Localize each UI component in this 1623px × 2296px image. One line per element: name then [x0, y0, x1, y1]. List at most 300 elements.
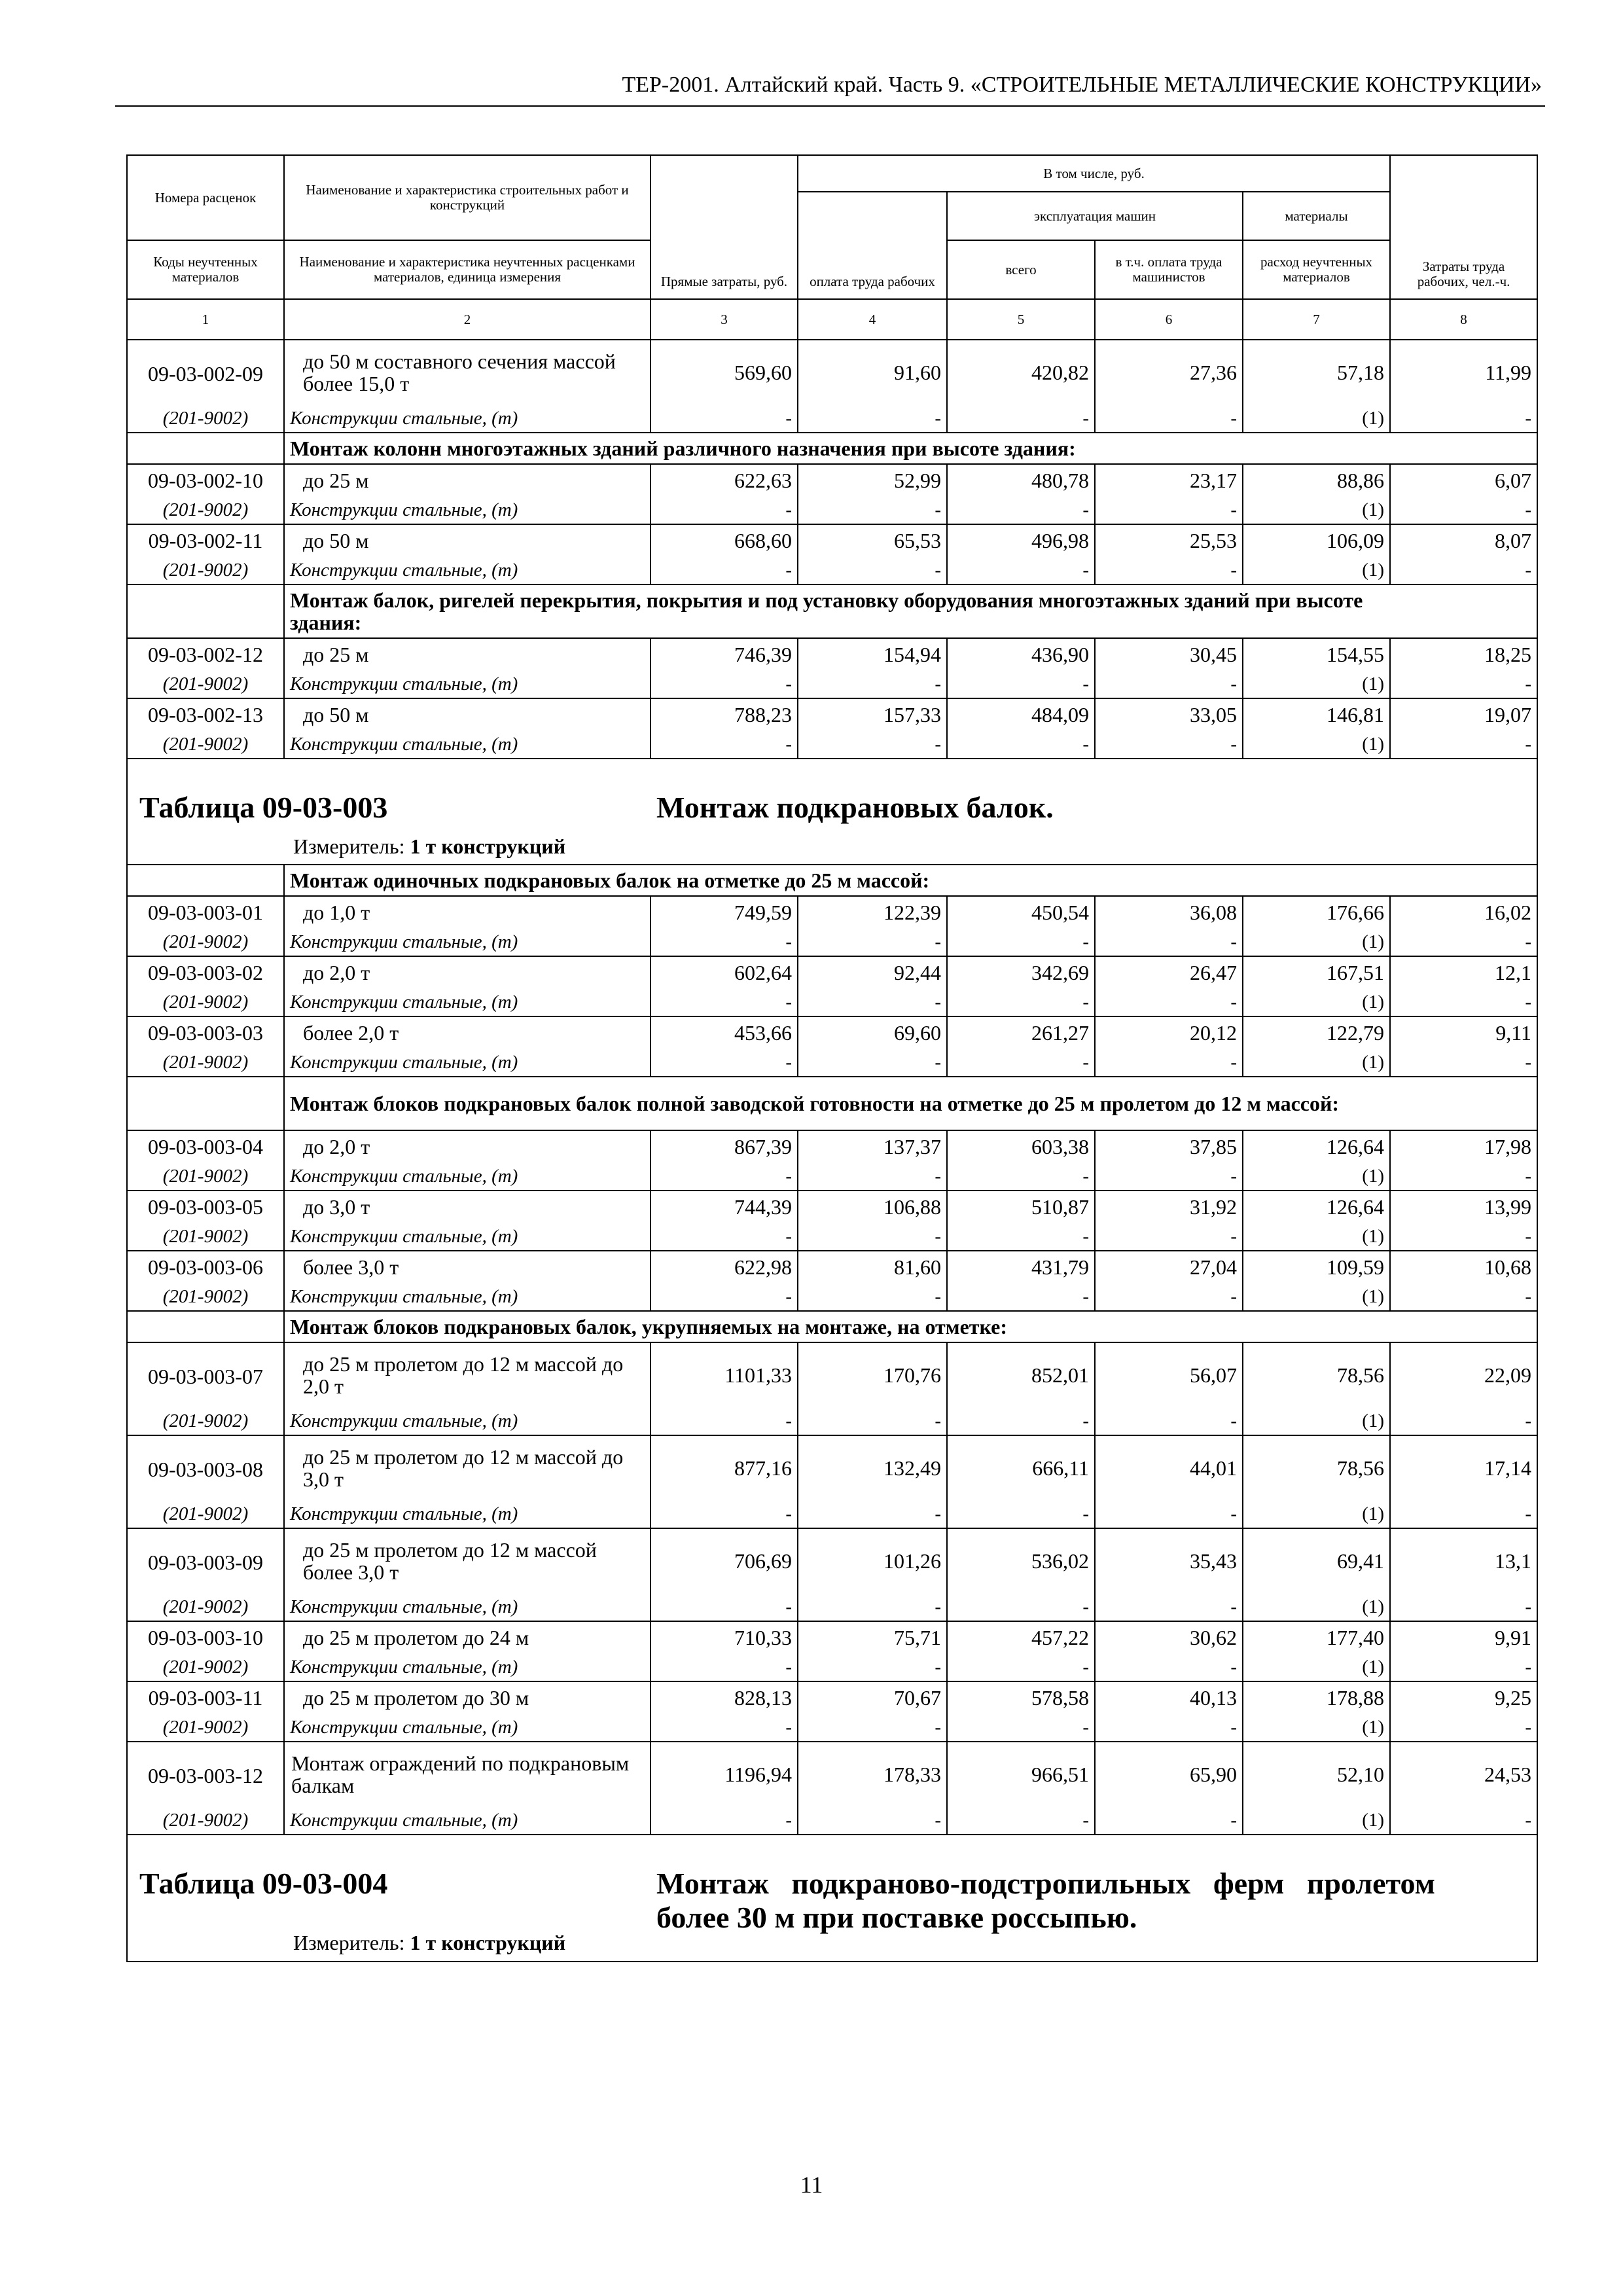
dash: - [947, 1593, 1095, 1621]
materials-cost: 126,64 [1243, 1191, 1390, 1223]
section-row [127, 1311, 1537, 1342]
labor-pay: 92,44 [798, 956, 947, 988]
head-incl: В том числе, руб. [798, 155, 1390, 192]
machines-total: 450,54 [947, 896, 1095, 928]
material-name: Конструкции стальные, (т) [284, 1407, 651, 1435]
labor-cost: 8,07 [1390, 524, 1537, 556]
running-header: ТЕР-2001. Алтайский край. Часть 9. «СТРОИТЕЛЬНЫЕ МЕТАЛЛИЧЕСКИЕ КОНСТРУКЦИИ» [622, 73, 1542, 97]
material-name: Конструкции стальные, (т) [284, 1653, 651, 1681]
labor-cost: 17,14 [1390, 1435, 1537, 1500]
dash: - [1390, 404, 1537, 433]
machines-total: 480,78 [947, 464, 1095, 496]
price-row [127, 638, 1537, 670]
dash: - [947, 1283, 1095, 1311]
material-code: (201-9002) [127, 988, 284, 1016]
machines-total: 261,27 [947, 1016, 1095, 1049]
material-name: Конструкции стальные, (т) [284, 1500, 651, 1528]
table-number: Таблица 09-03-004 [139, 1867, 388, 1900]
dash: - [651, 1713, 798, 1742]
price-row [127, 464, 1537, 496]
dash: - [1095, 1283, 1243, 1311]
machinist-pay: 25,53 [1095, 524, 1243, 556]
materials-cost: 126,64 [1243, 1130, 1390, 1162]
work-name: до 25 м пролетом до 12 м массой до 3,0 т [284, 1435, 651, 1500]
material-code: (201-9002) [127, 928, 284, 956]
dash: - [947, 928, 1095, 956]
material-qty: (1) [1243, 1407, 1390, 1435]
material-code: (201-9002) [127, 1653, 284, 1681]
direct-costs: 622,63 [651, 464, 798, 496]
dash: - [947, 1713, 1095, 1742]
head-material-codes: Коды неучтенных материалов [127, 240, 284, 299]
dash: - [651, 1162, 798, 1191]
work-name: Монтаж ограждений по подкрановым балкам [284, 1742, 651, 1806]
machines-total: 484,09 [947, 698, 1095, 730]
dash: - [798, 1593, 947, 1621]
dash: - [651, 730, 798, 759]
dash: - [651, 670, 798, 698]
dash: - [1095, 1162, 1243, 1191]
machines-total: 603,38 [947, 1130, 1095, 1162]
unit-value: 1 т конструкций [410, 834, 566, 858]
dash: - [1095, 1653, 1243, 1681]
price-code: 09-03-003-08 [127, 1435, 284, 1500]
dash: - [651, 404, 798, 433]
labor-pay: 170,76 [798, 1342, 947, 1407]
price-row [127, 1742, 1537, 1806]
machines-total: 496,98 [947, 524, 1095, 556]
labor-pay: 69,60 [798, 1016, 947, 1049]
machinist-pay: 30,45 [1095, 638, 1243, 670]
material-qty: (1) [1243, 1223, 1390, 1251]
direct-costs: 706,69 [651, 1528, 798, 1593]
dash: - [1390, 670, 1537, 698]
col-number: 3 [651, 299, 798, 340]
dash: - [947, 1653, 1095, 1681]
material-row [127, 1407, 1537, 1435]
dash: - [798, 988, 947, 1016]
machines-total: 966,51 [947, 1742, 1095, 1806]
dash: - [798, 1223, 947, 1251]
dash: - [1095, 1593, 1243, 1621]
dash: - [651, 1283, 798, 1311]
table-heading-cell [127, 759, 1537, 865]
machines-total: 666,11 [947, 1435, 1095, 1500]
head-labor-cost: Затраты труда рабочих, чел.-ч. [1390, 155, 1537, 299]
direct-costs: 1101,33 [651, 1342, 798, 1407]
material-qty: (1) [1243, 988, 1390, 1016]
direct-costs: 668,60 [651, 524, 798, 556]
dash: - [1390, 1806, 1537, 1835]
dash: - [1390, 1593, 1537, 1621]
machinist-pay: 23,17 [1095, 464, 1243, 496]
material-row [127, 730, 1537, 759]
machinist-pay: 36,08 [1095, 896, 1243, 928]
material-row [127, 1713, 1537, 1742]
machinist-pay: 26,47 [1095, 956, 1243, 988]
col-number: 5 [947, 299, 1095, 340]
dash: - [651, 1407, 798, 1435]
machinist-pay: 33,05 [1095, 698, 1243, 730]
material-code: (201-9002) [127, 1500, 284, 1528]
machinist-pay: 31,92 [1095, 1191, 1243, 1223]
price-row [127, 896, 1537, 928]
labor-cost: 9,25 [1390, 1681, 1537, 1713]
section-title: Монтаж балок, ригелей перекрытия, покрытия и под установку оборудования многоэтажных зданий при высоте здания: [284, 584, 1537, 638]
direct-costs: 867,39 [651, 1130, 798, 1162]
section-blank [127, 433, 284, 464]
labor-pay: 154,94 [798, 638, 947, 670]
dash: - [798, 556, 947, 584]
dash: - [798, 730, 947, 759]
dash: - [1095, 1713, 1243, 1742]
table-heading-row [127, 1835, 1537, 1962]
section-blank [127, 865, 284, 896]
materials-cost: 78,56 [1243, 1435, 1390, 1500]
work-name: до 25 м пролетом до 30 м [284, 1681, 651, 1713]
machinist-pay: 40,13 [1095, 1681, 1243, 1713]
work-name: до 2,0 т [284, 956, 651, 988]
material-row [127, 928, 1537, 956]
price-row [127, 1342, 1537, 1407]
direct-costs: 746,39 [651, 638, 798, 670]
direct-costs: 569,60 [651, 340, 798, 404]
material-code: (201-9002) [127, 1593, 284, 1621]
labor-pay: 91,60 [798, 340, 947, 404]
material-name: Конструкции стальные, (т) [284, 556, 651, 584]
dash: - [1390, 1162, 1537, 1191]
dash: - [1390, 496, 1537, 524]
dash: - [1390, 928, 1537, 956]
table-unit [293, 1930, 565, 1955]
dash: - [1095, 670, 1243, 698]
material-code: (201-9002) [127, 1223, 284, 1251]
material-name: Конструкции стальные, (т) [284, 670, 651, 698]
material-name: Конструкции стальные, (т) [284, 730, 651, 759]
price-code: 09-03-003-05 [127, 1191, 284, 1223]
dash: - [1095, 928, 1243, 956]
materials-cost: 177,40 [1243, 1621, 1390, 1653]
material-name: Конструкции стальные, (т) [284, 496, 651, 524]
dash: - [1390, 1283, 1537, 1311]
labor-pay: 178,33 [798, 1742, 947, 1806]
machines-total: 436,90 [947, 638, 1095, 670]
direct-costs: 453,66 [651, 1016, 798, 1049]
labor-cost: 24,53 [1390, 1742, 1537, 1806]
dash: - [651, 1593, 798, 1621]
dash: - [947, 1500, 1095, 1528]
section-title: Монтаж колонн многоэтажных зданий различного назначения при высоте здания: [284, 433, 1537, 464]
labor-pay: 122,39 [798, 896, 947, 928]
machinist-pay: 27,36 [1095, 340, 1243, 404]
work-name: до 25 м пролетом до 12 м массой до 2,0 т [284, 1342, 651, 1407]
price-code: 09-03-003-04 [127, 1130, 284, 1162]
work-name: до 25 м пролетом до 12 м массой более 3,0 т [284, 1528, 651, 1593]
dash: - [651, 1806, 798, 1835]
dash: - [1390, 1223, 1537, 1251]
materials-cost: 52,10 [1243, 1742, 1390, 1806]
dash: - [1095, 404, 1243, 433]
price-row [127, 1528, 1537, 1593]
materials-cost: 57,18 [1243, 340, 1390, 404]
material-code: (201-9002) [127, 1806, 284, 1835]
material-code: (201-9002) [127, 496, 284, 524]
dash: - [798, 1500, 947, 1528]
column-numbers-row [127, 299, 1537, 340]
dash: - [798, 1049, 947, 1077]
dash: - [798, 496, 947, 524]
price-code: 09-03-002-11 [127, 524, 284, 556]
direct-costs: 744,39 [651, 1191, 798, 1223]
dash: - [798, 1713, 947, 1742]
material-code: (201-9002) [127, 404, 284, 433]
section-row [127, 865, 1537, 896]
head-price-numbers: Номера расценок [127, 155, 284, 240]
price-code: 09-03-003-06 [127, 1251, 284, 1283]
table-heading-cell [127, 1835, 1537, 1962]
work-name: до 25 м пролетом до 24 м [284, 1621, 651, 1653]
col-number: 7 [1243, 299, 1390, 340]
machinist-pay: 20,12 [1095, 1016, 1243, 1049]
material-qty: (1) [1243, 1283, 1390, 1311]
machinist-pay: 56,07 [1095, 1342, 1243, 1407]
material-qty: (1) [1243, 496, 1390, 524]
dash: - [798, 1162, 947, 1191]
materials-cost: 122,79 [1243, 1016, 1390, 1049]
labor-cost: 17,98 [1390, 1130, 1537, 1162]
price-row [127, 1621, 1537, 1653]
materials-cost: 106,09 [1243, 524, 1390, 556]
labor-cost: 22,09 [1390, 1342, 1537, 1407]
dash: - [1390, 1653, 1537, 1681]
dash: - [651, 928, 798, 956]
labor-pay: 52,99 [798, 464, 947, 496]
dash: - [1095, 1049, 1243, 1077]
work-name: до 25 м [284, 638, 651, 670]
dash: - [947, 1049, 1095, 1077]
dash: - [1390, 1500, 1537, 1528]
price-row [127, 698, 1537, 730]
material-qty: (1) [1243, 1500, 1390, 1528]
section-blank [127, 1077, 284, 1130]
labor-cost: 9,11 [1390, 1016, 1537, 1049]
col-number: 4 [798, 299, 947, 340]
dash: - [947, 988, 1095, 1016]
material-row [127, 1500, 1537, 1528]
materials-cost: 176,66 [1243, 896, 1390, 928]
labor-cost: 13,1 [1390, 1528, 1537, 1593]
price-code: 09-03-003-02 [127, 956, 284, 988]
dash: - [798, 404, 947, 433]
direct-costs: 828,13 [651, 1681, 798, 1713]
labor-pay: 137,37 [798, 1130, 947, 1162]
section-blank [127, 584, 284, 638]
price-code: 09-03-003-10 [127, 1621, 284, 1653]
material-row [127, 988, 1537, 1016]
labor-pay: 157,33 [798, 698, 947, 730]
col-number: 6 [1095, 299, 1243, 340]
head-direct-costs: Прямые затраты, руб. [651, 155, 798, 299]
machines-total: 578,58 [947, 1681, 1095, 1713]
price-row [127, 1681, 1537, 1713]
machinist-pay: 30,62 [1095, 1621, 1243, 1653]
labor-cost: 10,68 [1390, 1251, 1537, 1283]
material-qty: (1) [1243, 1713, 1390, 1742]
dash: - [1095, 1407, 1243, 1435]
material-qty: (1) [1243, 1653, 1390, 1681]
head-labor-pay: оплата труда рабочих [798, 192, 947, 299]
material-qty: (1) [1243, 1162, 1390, 1191]
materials-cost: 109,59 [1243, 1251, 1390, 1283]
unit-label: Измеритель: [293, 1931, 405, 1954]
machinist-pay: 37,85 [1095, 1130, 1243, 1162]
materials-cost: 88,86 [1243, 464, 1390, 496]
labor-cost: 11,99 [1390, 340, 1537, 404]
direct-costs: 749,59 [651, 896, 798, 928]
material-name: Конструкции стальные, (т) [284, 1223, 651, 1251]
dash: - [798, 1407, 947, 1435]
machines-total: 457,22 [947, 1621, 1095, 1653]
dash: - [798, 928, 947, 956]
price-code: 09-03-002-12 [127, 638, 284, 670]
section-row [127, 433, 1537, 464]
dash: - [651, 988, 798, 1016]
work-name: до 25 м [284, 464, 651, 496]
head-materials: материалы [1243, 192, 1390, 240]
labor-cost: 12,1 [1390, 956, 1537, 988]
material-row [127, 670, 1537, 698]
dash: - [1390, 556, 1537, 584]
material-code: (201-9002) [127, 1162, 284, 1191]
col-number: 1 [127, 299, 284, 340]
head-unaccounted: расход неучтенных материалов [1243, 240, 1390, 299]
table-unit [293, 834, 565, 859]
material-row [127, 1162, 1537, 1191]
material-row [127, 1593, 1537, 1621]
labor-cost: 9,91 [1390, 1621, 1537, 1653]
section-row [127, 584, 1537, 638]
labor-pay: 65,53 [798, 524, 947, 556]
labor-pay: 75,71 [798, 1621, 947, 1653]
dash: - [651, 1223, 798, 1251]
price-code: 09-03-002-13 [127, 698, 284, 730]
page-number: 11 [800, 2172, 823, 2198]
dash: - [947, 1407, 1095, 1435]
price-code: 09-03-003-07 [127, 1342, 284, 1407]
labor-cost: 6,07 [1390, 464, 1537, 496]
materials-cost: 154,55 [1243, 638, 1390, 670]
labor-pay: 81,60 [798, 1251, 947, 1283]
price-code: 09-03-003-12 [127, 1742, 284, 1806]
labor-cost: 19,07 [1390, 698, 1537, 730]
table-number: Таблица 09-03-003 [139, 791, 388, 824]
dash: - [947, 670, 1095, 698]
machinist-pay: 27,04 [1095, 1251, 1243, 1283]
dash: - [1095, 730, 1243, 759]
labor-pay: 101,26 [798, 1528, 947, 1593]
price-row [127, 524, 1537, 556]
materials-cost: 167,51 [1243, 956, 1390, 988]
material-code: (201-9002) [127, 730, 284, 759]
dash: - [947, 556, 1095, 584]
work-name: до 50 м [284, 698, 651, 730]
section-title: Монтаж блоков подкрановых балок, укрупняемых на монтаже, на отметке: [284, 1311, 1537, 1342]
dash: - [1390, 1049, 1537, 1077]
dash: - [1095, 556, 1243, 584]
material-qty: (1) [1243, 1593, 1390, 1621]
direct-costs: 710,33 [651, 1621, 798, 1653]
material-code: (201-9002) [127, 556, 284, 584]
work-name: более 2,0 т [284, 1016, 651, 1049]
material-name: Конструкции стальные, (т) [284, 988, 651, 1016]
dash: - [1095, 1500, 1243, 1528]
work-name: до 3,0 т [284, 1191, 651, 1223]
dash: - [651, 1500, 798, 1528]
work-name: до 1,0 т [284, 896, 651, 928]
material-row [127, 1283, 1537, 1311]
labor-pay: 70,67 [798, 1681, 947, 1713]
dash: - [947, 1162, 1095, 1191]
table-head [127, 155, 1537, 340]
material-name: Конструкции стальные, (т) [284, 1049, 651, 1077]
materials-cost: 146,81 [1243, 698, 1390, 730]
price-row [127, 956, 1537, 988]
labor-pay: 106,88 [798, 1191, 947, 1223]
work-name: до 50 м составного сечения массой более 15,0 т [284, 340, 651, 404]
material-row [127, 1049, 1537, 1077]
price-row [127, 1435, 1537, 1500]
direct-costs: 877,16 [651, 1435, 798, 1500]
price-code: 09-03-003-01 [127, 896, 284, 928]
direct-costs: 1196,94 [651, 1742, 798, 1806]
dash: - [798, 670, 947, 698]
labor-cost: 13,99 [1390, 1191, 1537, 1223]
table-description: Монтаж подкраново-подстропильных ферм пролетом более 30 м при поставке россыпью. [656, 1867, 1435, 1934]
work-name: более 3,0 т [284, 1251, 651, 1283]
material-qty: (1) [1243, 730, 1390, 759]
material-name: Конструкции стальные, (т) [284, 928, 651, 956]
unit-label: Измеритель: [293, 834, 405, 858]
labor-cost: 16,02 [1390, 896, 1537, 928]
header-rule [115, 105, 1545, 107]
material-row [127, 1223, 1537, 1251]
section-blank [127, 1311, 284, 1342]
dash: - [798, 1283, 947, 1311]
dash: - [651, 556, 798, 584]
dash: - [947, 730, 1095, 759]
work-name: до 2,0 т [284, 1130, 651, 1162]
material-qty: (1) [1243, 670, 1390, 698]
material-qty: (1) [1243, 404, 1390, 433]
direct-costs: 602,64 [651, 956, 798, 988]
section-title: Монтаж блоков подкрановых балок полной заводской готовности на отметке до 25 м пролетом до 12 м массой: [284, 1077, 1537, 1130]
section-title: Монтаж одиночных подкрановых балок на отметке до 25 м массой: [284, 865, 1537, 896]
material-qty: (1) [1243, 928, 1390, 956]
materials-cost: 178,88 [1243, 1681, 1390, 1713]
dash: - [1390, 1713, 1537, 1742]
machines-total: 852,01 [947, 1342, 1095, 1407]
dash: - [947, 1806, 1095, 1835]
price-code: 09-03-002-09 [127, 340, 284, 404]
materials-cost: 78,56 [1243, 1342, 1390, 1407]
work-name: до 50 м [284, 524, 651, 556]
material-qty: (1) [1243, 1049, 1390, 1077]
price-row [127, 1251, 1537, 1283]
material-name: Конструкции стальные, (т) [284, 1283, 651, 1311]
machinist-pay: 65,90 [1095, 1742, 1243, 1806]
material-row [127, 1653, 1537, 1681]
machinist-pay: 35,43 [1095, 1528, 1243, 1593]
